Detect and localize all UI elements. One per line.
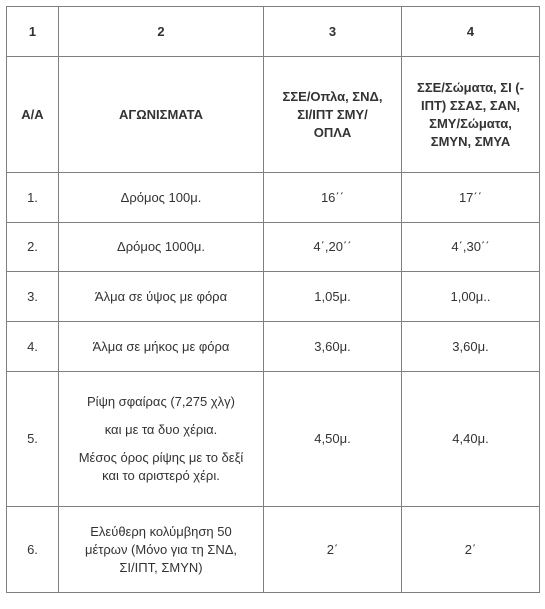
event-line: μέτρων (Μόνο για τη ΣΝΔ, [84,541,238,557]
row-number: 5. [7,372,59,507]
column-header-row [7,57,540,173]
col3-value: 3,60μ. [264,322,402,372]
event-name [59,507,264,593]
event-line: Ελεύθερη κολύμβηση 50 [90,523,232,539]
col3-value: 1,05μ. [264,272,402,322]
event-name: Άλμα σε ύψος με φόρα [59,272,264,322]
column-number: 3 [264,7,402,57]
row-number: 6. [7,507,59,593]
header-events: ΑΓΩΝΙΣΜΑΤΑ [59,57,264,173]
header-aa: Α/Α [7,57,59,173]
header-col4-line: ΣΣΕ/Σώματα, ΣΙ (- [417,79,524,95]
event-line: ΣΙ/ΙΠΤ, ΣΜΥΝ) [119,559,203,575]
header-col3 [264,57,402,173]
event-line: και το αριστερό χέρι. [102,468,220,483]
requirements-table [6,6,540,593]
table-row [7,272,540,322]
header-col4-line: ΙΠΤ) ΣΣΑΣ, ΣΑΝ, [420,97,521,113]
event-name: Άλμα σε μήκος με φόρα [59,322,264,372]
row-number: 1. [7,173,59,223]
col4-value: 4΄,30΄΄ [402,223,540,272]
col4-value: 17΄΄ [402,173,540,223]
event-name: Δρόμος 1000μ. [59,223,264,272]
col4-value: 1,00μ.. [402,272,540,322]
col4-value: 4,40μ. [402,372,540,507]
event-name [59,372,264,507]
column-number: 1 [7,7,59,57]
col3-value: 4΄,20΄΄ [264,223,402,272]
col4-value: 3,60μ. [402,322,540,372]
table-row [7,507,540,593]
header-col4 [402,57,540,173]
table-row [7,372,540,507]
row-number: 2. [7,223,59,272]
header-col3-line: ΟΠΛΑ [313,124,352,140]
event-line: Ρίψη σφαίρας (7,275 χλγ) [87,394,235,409]
header-col3-line: ΣΣΕ/Οπλα, ΣΝΔ, [282,88,383,104]
line-gap [59,411,263,421]
column-number: 2 [59,7,264,57]
line-gap [59,439,263,449]
event-line: Μέσος όρος ρίψης με το δεξί [78,450,244,465]
col3-value: 4,50μ. [264,372,402,507]
col4-value: 2΄ [402,507,540,593]
table-row [7,322,540,372]
event-name: Δρόμος 100μ. [59,173,264,223]
table-row [7,173,540,223]
event-line: και με τα δυο χέρια. [104,422,218,437]
column-number: 4 [402,7,540,57]
header-col4-line: ΣΜΥΝ, ΣΜΥΑ [430,133,511,149]
row-number: 3. [7,272,59,322]
col3-value: 2΄ [264,507,402,593]
column-number-row [7,7,540,57]
header-col4-line: ΣΜΥ/Σώματα, [429,115,512,131]
col3-value: 16΄΄ [264,173,402,223]
row-number: 4. [7,322,59,372]
table-row [7,223,540,272]
header-col3-line: ΣΙ/ΙΠΤ ΣΜΥ/ [297,106,368,122]
